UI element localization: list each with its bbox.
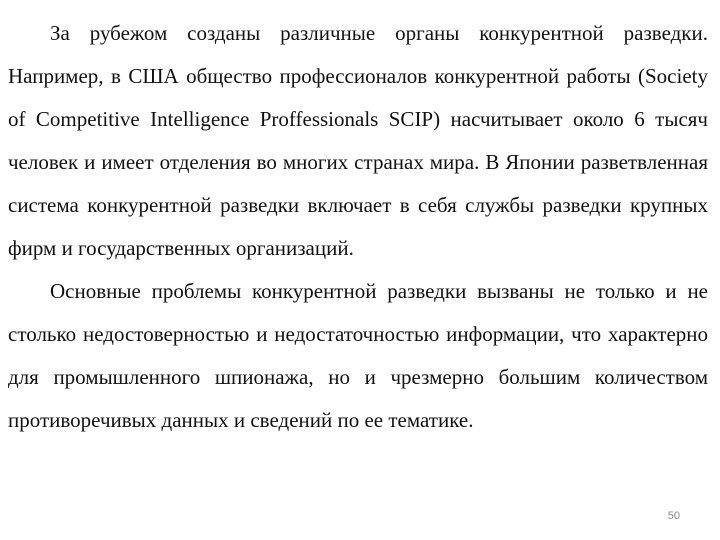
body-text bbox=[8, 12, 708, 442]
paragraph-main-problems: Основные проблемы конкурентной разведки вызваны не только и не столько недостоверностью и недостаточностью информации, что характерно для промышленного шпионажа, но и чрезмерно большим количеством противоречивых данных и сведений по ее тематике. bbox=[8, 279, 708, 432]
page-number: 50 bbox=[667, 510, 680, 522]
paragraph-competitive-intelligence-abroad: За рубежом созданы различные органы конкурентной разведки. Например, в США общество профессионалов конкурентной работы (Society of Competitive Intelligence Proffessionals SCIP) насчитывает около 6 тысяч человек и имеет отделения во многих странах мира. В Японии разветвленная система конкурентной разведки включает в себя службы разведки крупных фирм и государственных организаций. bbox=[8, 21, 708, 260]
